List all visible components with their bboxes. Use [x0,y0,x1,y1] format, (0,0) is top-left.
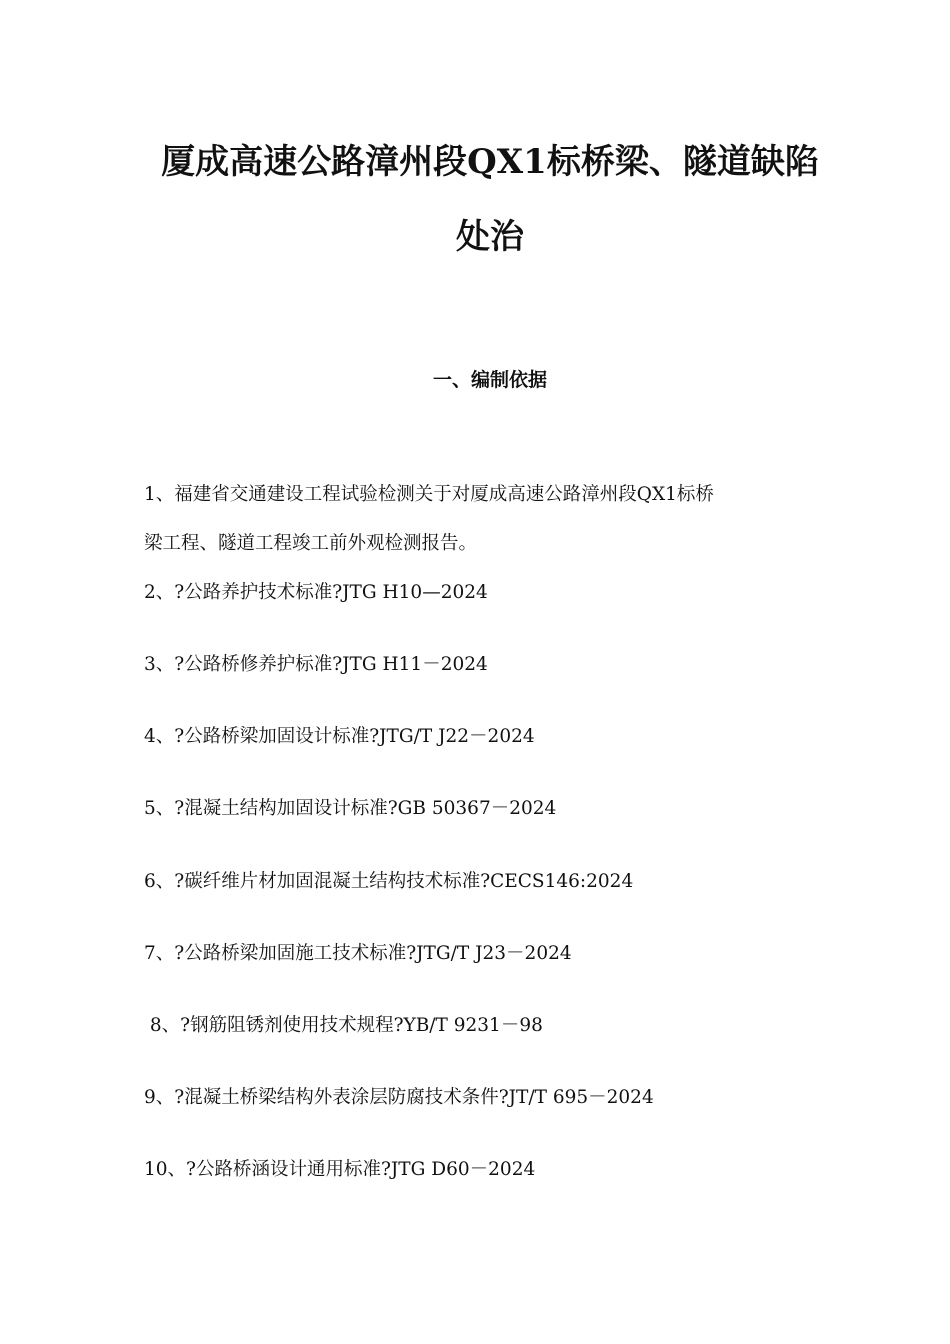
reference-item-5: 5、?混凝土结构加固设计标准?GB 50367－2024 [144,798,557,819]
reference-item-1-line1: 1、福建省交通建设工程试验检测关于对厦成高速公路漳州段QX1标桥 [144,484,714,505]
reference-item-1-line2: 梁工程、隧道工程竣工前外观检测报告。 [144,533,478,554]
reference-item-7: 7、?公路桥梁加固施工技术标准?JTG/T J23－2024 [144,943,572,964]
reference-item-8: 8、?钢筋阻锈剂使用技术规程?YB/T 9231－98 [144,1015,543,1036]
reference-item-9: 9、?混凝土桥梁结构外表涂层防腐技术条件?JT/T 695－2024 [144,1087,654,1108]
reference-item-3: 3、?公路桥修养护标准?JTG H11－2024 [144,654,488,675]
document-title-line1: 厦成高速公路漳州段QX1标桥梁、隧道缺陷 [161,142,819,182]
section-heading: 一、编制依据 [432,369,547,391]
reference-item-2: 2、?公路养护技术标准?JTG H10—2024 [144,582,488,603]
reference-item-10: 10、?公路桥涵设计通用标准?JTG D60－2024 [144,1159,536,1180]
reference-item-4: 4、?公路桥梁加固设计标准?JTG/T J22－2024 [144,726,535,747]
document-title-line2: 处治 [456,217,524,257]
reference-item-6: 6、?碳纤维片材加固混凝土结构技术标准?CECS146:2024 [144,871,634,892]
